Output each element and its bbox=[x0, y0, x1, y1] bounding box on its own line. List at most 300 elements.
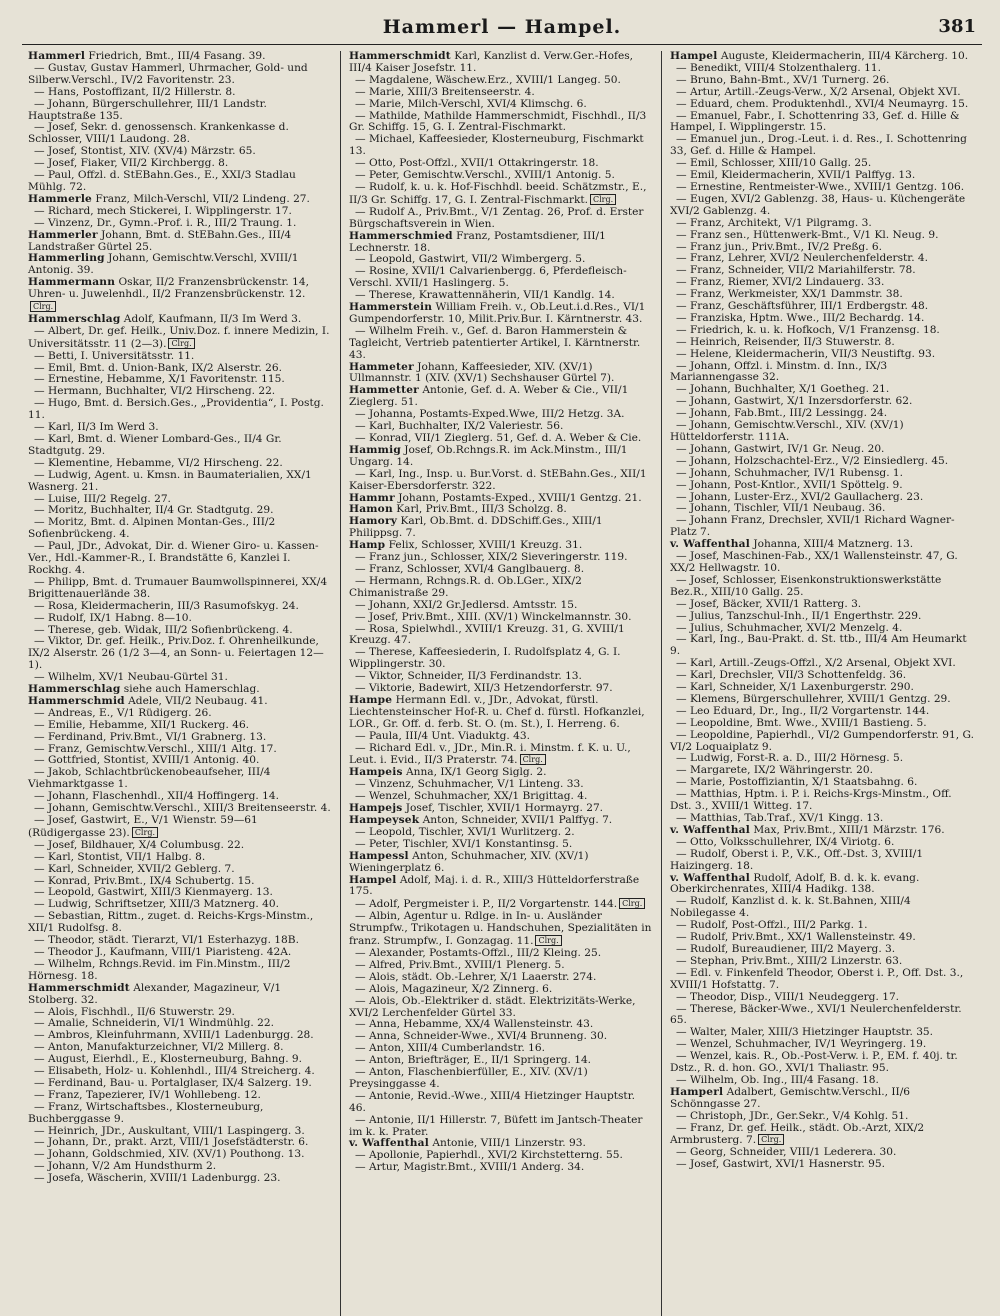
directory-entry bbox=[670, 75, 974, 87]
entry-text: — Josef, Bildhauer, X/4 Columbusg. 22. bbox=[34, 838, 245, 851]
entry-text: Josef, Ob.Rchngs.R. im Ack.Minstm., III/1 Ungarg. 14. bbox=[349, 443, 628, 468]
entry-text: — Viktorie, Badewirt, XII/3 Hetzendorferstr. 97. bbox=[355, 682, 613, 695]
entry-text: — Magdalene, Wäschew.Erz., XVIII/1 Langeg. 50. bbox=[355, 73, 621, 86]
entry-text: — Therese, Bäcker-Wwe., XVI/1 Neulerchenfelderstr. 65. bbox=[670, 1002, 962, 1027]
directory-entry bbox=[670, 1087, 974, 1111]
directory-entry bbox=[670, 1051, 974, 1075]
directory-entry bbox=[349, 51, 653, 75]
entry-text: — Hugo, Bmt. d. Bersich.Ges., „Providentia“, I. Postg. 11. bbox=[28, 397, 324, 422]
directory-entry bbox=[349, 99, 653, 111]
clearing-badge: Clrg. bbox=[758, 1134, 784, 1145]
surname-heading: v. Waffenthal bbox=[670, 823, 750, 836]
entry-text: — Johann, Holzschachtel-Erz., V/2 Einsiedlerg. 45. bbox=[676, 454, 949, 467]
entry-text: — Johann, Fab.Bmt., III/2 Lessingg. 24. bbox=[676, 407, 888, 420]
entry-text: — Marie, XIII/3 Breitenseerstr. 4. bbox=[355, 85, 535, 98]
directory-entry bbox=[349, 445, 653, 469]
entry-text: — Franz sen., Hüttenwerk-Bmt., V/1 Kl. Neug. 9. bbox=[676, 228, 939, 241]
directory-entry bbox=[670, 849, 974, 873]
surname-heading: v. Waffenthal bbox=[670, 871, 750, 884]
directory-entry bbox=[349, 875, 653, 899]
entry-text: — Josef, Sekr. d. genossensch. Krankenkasse d. Schlosser, VIII/1 Laudong. 28. bbox=[28, 121, 289, 146]
page-number: 381 bbox=[938, 16, 976, 37]
directory-entry bbox=[349, 207, 653, 231]
entry-text: — Mathilde, Mathilde Hammerschmidt, Fischhdl., II/3 Gr. Schiffg. 15, G. I. Zentral-Fischmarkt. bbox=[349, 109, 647, 134]
entry-text: Karl, Priv.Bmt., III/3 Scholzg. 8. bbox=[392, 503, 567, 516]
entry-text: — Therese, Krawattennäherin, VII/1 Kandlg. 14. bbox=[355, 289, 615, 302]
entry-text: — Otto, Volksschullehrer, IX/4 Viriotg. 6. bbox=[676, 835, 895, 848]
entry-text: — Gottfried, Stontist, XVIII/1 Antonig. 40. bbox=[34, 754, 260, 767]
directory-entry bbox=[670, 230, 974, 242]
entry-text: — Therese, Kaffeesiederin, I. Rudolfsplatz 4, G. I. Wipplingerstr. 30. bbox=[349, 646, 621, 671]
entry-text: — Edl. v. Finkenfeld Theodor, Oberst i. P., Off. Dst. 3., XVIII/1 Hofstattg. 7. bbox=[670, 966, 964, 991]
directory-entry bbox=[670, 1159, 974, 1171]
directory-entry bbox=[28, 170, 332, 194]
entry-text: — Josef, Priv.Bmt., XIII. (XV/1) Winckelmannstr. 30. bbox=[355, 610, 632, 623]
entry-text: Johann, Kaffeesieder, XIV. (XV/1) Ullmannstr. 1 (XIV. (XV/1) Sechshauser Gürtel 7). bbox=[349, 360, 615, 385]
entry-text: — Karl, Stontist, VII/1 Halbg. 8. bbox=[34, 850, 206, 863]
entry-text: Adolf, Kaufmann, II/3 Im Werd 3. bbox=[120, 312, 302, 325]
entry-text: — Leopold, Gastwirt, VII/2 Wimbergerg. 5. bbox=[355, 253, 586, 266]
entry-text: — Emanuel jun., Drog.-Leut. i. d. Res., I. Schottenring 33, Gef. d. Hille & Hampel. bbox=[670, 133, 967, 158]
entry-text: — Paula, III/4 Unt. Viaduktg. 43. bbox=[355, 729, 530, 742]
entry-text: — Ernestine, Rentmeister-Wwe., XVIII/1 Gentzg. 106. bbox=[676, 180, 965, 193]
surname-heading: Hammerschmidt bbox=[349, 51, 451, 62]
entry-text: — Josef, Stontist, XIV. (XV/4) Märzstr. 65. bbox=[34, 145, 256, 158]
directory-entry bbox=[28, 720, 332, 732]
entry-text: Johann, Gemischtw.Verschl, XVIII/1 Antonig. 39. bbox=[28, 252, 299, 277]
entry-text: siehe auch Hamerschlag. bbox=[120, 683, 260, 696]
directory-entry bbox=[349, 385, 653, 409]
clearing-badge: Clrg. bbox=[590, 194, 616, 205]
entry-text: William Freih. v., Ob.Leut.i.d.Res., VI/1 Gumpendorferstr. 10, Milit.Priv.Bur. I. Kärntnerstr. 43. bbox=[349, 301, 646, 325]
directory-entry bbox=[670, 896, 974, 920]
entry-text: — Konrad, Priv.Bmt., IX/4 Schubertg. 15. bbox=[34, 874, 255, 887]
entry-text: — Wenzel, Schuhmacher, IV/1 Weyringerg. 19. bbox=[676, 1038, 927, 1051]
entry-text: — Albin, Agentur u. Rdlge. in In- u. Ausländer Strumpfw., Trikotagen u. Handschuhen, Spezialitäten in franz. Strumpfw., I. Gonzagag. 11. bbox=[349, 910, 652, 948]
entry-text: — Heinrich, Reisender, II/3 Stuwerstr. 8. bbox=[676, 335, 895, 348]
entry-text: — Theodor, Disp., VIII/1 Neudeggerg. 17. bbox=[676, 990, 900, 1003]
clearing-badge: Clrg. bbox=[535, 935, 561, 946]
entry-text: — Alois, Ob.-Elektriker d. städt. Elektrizitäts-Werke, XVI/2 Lerchenfelder Gürtel 33. bbox=[349, 994, 636, 1019]
surname-heading: Hampe bbox=[349, 693, 393, 706]
entry-text: — Alois, städt. Ob.-Lehrer, X/1 Laaerstr. 274. bbox=[355, 970, 597, 983]
directory-entry bbox=[28, 815, 332, 840]
entry-text: — Ludwig, Schriftsetzer, XIII/3 Matznerg. 40. bbox=[34, 898, 279, 911]
directory-entry bbox=[349, 326, 653, 362]
directory-entry bbox=[28, 87, 332, 99]
entry-text: — Eduard, chem. Produktenhdl., XVI/4 Neumayrg. 15. bbox=[676, 97, 969, 110]
directory-entry bbox=[349, 111, 653, 135]
directory-entry bbox=[349, 972, 653, 984]
directory-entry bbox=[28, 767, 332, 791]
entry-text: Josef, Tischler, XVII/1 Hormayrg. 27. bbox=[402, 802, 604, 815]
surname-heading: Hammerschmid bbox=[28, 694, 125, 707]
surname-heading: Hampeysek bbox=[349, 814, 420, 826]
directory-entry bbox=[349, 1067, 653, 1091]
entry-text: — Wilhelm, Ob. Ing., III/4 Fasang. 18. bbox=[676, 1073, 879, 1086]
directory-entry bbox=[670, 956, 974, 968]
entry-text: Felix, Schlosser, XVIII/1 Kreuzg. 31. bbox=[385, 539, 583, 552]
columns bbox=[22, 51, 982, 1316]
entry-text: — Amalie, Schneiderin, VI/1 Windmühlg. 22. bbox=[34, 1017, 274, 1030]
entry-text: — Ferdinand, Priv.Bmt., VI/1 Grabnerg. 13. bbox=[34, 730, 267, 743]
entry-text: — Karl, Drechsler, VII/3 Schottenfeldg. 36. bbox=[676, 669, 907, 682]
surname-heading: Hammerler bbox=[28, 228, 98, 241]
entry-text: — Rudolf, Oberst i. P., V.K., Off.-Dst. 3, XVIII/1 Haizingerg. 18. bbox=[670, 847, 924, 872]
directory-entry bbox=[670, 1111, 974, 1123]
surname-heading: Hammig bbox=[349, 443, 401, 456]
directory-entry bbox=[670, 468, 974, 480]
entry-text: — Sebastian, Rittm., zuget. d. Reichs-Krgs-Minstm., XII/1 Rudolfsg. 8. bbox=[28, 910, 314, 935]
entry-text: — Ludwig, Agent. u. Kmsn. in Baumaterialien, XX/1 Wasnerg. 21. bbox=[28, 468, 312, 493]
entry-text: — Albert, Dr. gef. Heilk., Univ.Doz. f. innere Medizin, I. Universitätsstr. 11 (2—3). bbox=[28, 324, 330, 350]
directory-entry bbox=[28, 911, 332, 935]
directory-entry bbox=[28, 326, 332, 351]
entry-text: — Apollonie, Papierhdl., XVI/2 Kirchstetterng. 55. bbox=[355, 1149, 623, 1162]
column-2 bbox=[343, 51, 659, 1316]
surname-heading: Hammerling bbox=[28, 252, 105, 265]
entry-text: Adalbert, Gemischtw.Verschl., II/6 Schönngasse 27. bbox=[670, 1085, 911, 1110]
entry-text: — Richard, mech Stickerei, I. Wipplingerstr. 17. bbox=[34, 204, 292, 217]
entry-text: — Johann, Dr., prakt. Arzt, VIII/1 Josefstädterstr. 6. bbox=[34, 1136, 309, 1149]
entry-text: — Moritz, Buchhalter, II/4 Gr. Stadtgutg. 29. bbox=[34, 504, 274, 517]
directory-entry bbox=[349, 266, 653, 290]
entry-text: — Heinrich, JDr., Auskultant, VIII/1 Laspingerg. 3. bbox=[34, 1124, 305, 1137]
entry-text: Anton, Schuhmacher, XIV. (XV/1) Wieningerplatz 6. bbox=[349, 849, 589, 874]
entry-text: — Konrad, VII/1 Zieglerg. 51, Gef. d. A. Weber & Cie. bbox=[355, 432, 642, 444]
directory-entry bbox=[670, 218, 974, 230]
directory-entry bbox=[670, 837, 974, 849]
entry-text: — Leopold, Gastwirt, XIII/3 Kienmayerg. 13. bbox=[34, 886, 273, 899]
entry-text: — Hermann, Buchhalter, VI/2 Hirscheng. 22. bbox=[34, 385, 276, 398]
entry-text: — Ambros, Kleinfuhrmann, XVIII/1 Ladenburgg. 28. bbox=[34, 1029, 314, 1042]
entry-text: — Bruno, Bahn-Bmt., XV/1 Turnerg. 26. bbox=[676, 73, 890, 86]
directory-entry bbox=[670, 99, 974, 111]
directory-entry bbox=[349, 1162, 653, 1174]
entry-text: — Alfred, Priv.Bmt., XVIII/1 Plenerg. 5. bbox=[355, 958, 565, 971]
directory-entry bbox=[670, 194, 974, 218]
directory-entry bbox=[670, 789, 974, 813]
entry-text: Oskar, II/2 Franzensbrückenstr. 14, Uhren- u. Juwelenhdl., II/2 Franzensbrückenstr. 12. bbox=[28, 276, 309, 301]
directory-entry bbox=[670, 1123, 974, 1148]
entry-text: — Johann, Offzl. i. Minstm. d. Inn., IX/3 Mariannengasse 32. bbox=[670, 359, 888, 384]
directory-entry bbox=[670, 134, 974, 158]
entry-text: — Rosine, XVII/1 Calvarienbergg. 6, Pferdefleisch-Verschl. XVII/1 Haslingerg. 5. bbox=[349, 265, 627, 290]
entry-text: — Antonie, Revid.-Wwe., XIII/4 Hietzinger Hauptstr. 46. bbox=[349, 1089, 635, 1114]
entry-text: — Wilhelm, Rchngs.Revid. im Fin.Minstm., III/2 Hörnesg. 18. bbox=[28, 957, 291, 982]
entry-text: — Otto, Post-Offzl., XVII/1 Ottakringerstr. 18. bbox=[355, 157, 599, 170]
entry-text: Friedrich, Bmt., III/4 Fasang. 39. bbox=[85, 51, 266, 62]
entry-text: — Julius, Schuhmacher, XVI/2 Menzelg. 4. bbox=[676, 621, 903, 634]
entry-text: Adolf, Maj. i. d. R., XIII/3 Hütteldorferstraße 175. bbox=[349, 873, 640, 898]
entry-text: — Alexander, Postamts-Offzl., III/2 Kleing. 25. bbox=[355, 946, 602, 959]
directory-entry bbox=[28, 194, 332, 206]
surname-heading: Hampel bbox=[349, 873, 397, 886]
entry-text: — Franz, Lehrer, XVI/2 Neulerchenfelderstr. 4. bbox=[676, 252, 929, 265]
entry-text: — Emil, Schlosser, XIII/10 Gallg. 25. bbox=[676, 157, 872, 170]
entry-text: — Hermann, Rchngs.R. d. Ob.LGer., XIX/2 Chimanistraße 29. bbox=[349, 574, 582, 599]
entry-text: — Rudolf, Bureaudiener, III/2 Mayerg. 3. bbox=[676, 942, 896, 955]
entry-text: — Franz, Riemer, XVI/2 Lindauerg. 33. bbox=[676, 276, 885, 289]
entry-text: Johanna, XIII/4 Matznerg. 13. bbox=[749, 538, 914, 551]
directory-entry bbox=[670, 634, 974, 658]
entry-text: — Karl, Bmt. d. Wiener Lombard-Ges., II/4 Gr. Stadtgutg. 29. bbox=[28, 433, 282, 457]
entry-text: — Anton, Briefträger, E., II/1 Springerg. 14. bbox=[355, 1054, 592, 1067]
directory-entry bbox=[28, 840, 332, 852]
entry-text: — Anna, Hebamme, XX/4 Wallensteinstr. 43. bbox=[355, 1018, 594, 1031]
directory-entry bbox=[670, 992, 974, 1004]
directory-entry bbox=[670, 87, 974, 99]
entry-text: — Johann, V/2 Am Hundsthurm 2. bbox=[34, 1160, 217, 1173]
entry-text: — Stephan, Priv.Bmt., XIII/2 Linzerstr. 63. bbox=[676, 954, 903, 967]
entry-text: — Georg, Schneider, VIII/1 Lederera. 30. bbox=[676, 1146, 897, 1159]
entry-text: — Karl, Artill.-Zeugs-Offzl., X/2 Arsenal, Objekt XVI. bbox=[676, 657, 956, 670]
directory-entry bbox=[28, 708, 332, 720]
entry-text: — Franziska, Hptm. Wwe., III/2 Bechardg. 14. bbox=[676, 311, 925, 324]
directory-entry bbox=[349, 600, 653, 612]
entry-text: — Rosa, Spielwhdl., XVIII/1 Kreuzg. 31, G. XVIII/1 Kreuzg. 47. bbox=[349, 622, 625, 647]
entry-text: Rudolf, Adolf, B. d. k. k. evang. Oberkirchenrates, XIII/4 Hadikg. 138. bbox=[670, 871, 920, 896]
entry-text: — Johann, XXI/2 Gr.Jedlersd. Amtsstr. 15. bbox=[355, 598, 578, 611]
entry-text: — Wilhelm, XV/1 Neubau-Gürtel 31. bbox=[34, 671, 228, 684]
entry-text: — Franz, Schlosser, XVI/4 Ganglbauerg. 8. bbox=[355, 562, 585, 575]
directory-entry bbox=[349, 624, 653, 648]
entry-text: — Franz, Werkmeister, XX/1 Dammstr. 38. bbox=[676, 288, 903, 301]
entry-text: — Karl, Ing., Bau-Prakt. d. St. ttb., III/4 Am Heumarkt 9. bbox=[670, 633, 967, 658]
entry-text: — Hans, Postoffizant, II/2 Hillerstr. 8. bbox=[34, 85, 236, 98]
entry-text: Adele, VII/2 Neubaug. 41. bbox=[124, 694, 268, 707]
directory-entry bbox=[349, 231, 653, 255]
directory-entry bbox=[28, 277, 332, 314]
entry-text: — Josef, Bäcker, XVII/1 Ratterg. 3. bbox=[676, 597, 862, 610]
entry-text: — Johann, Bürgerschullehrer, III/1 Landstr. Hauptstraße 135. bbox=[28, 97, 267, 122]
entry-text: Karl, Kanzlist d. Verw.Ger.-Hofes, III/4 Kaiser Josefstr. 11. bbox=[349, 51, 634, 74]
directory-entry bbox=[349, 695, 653, 731]
directory-entry bbox=[670, 1004, 974, 1028]
entry-text: — Wilhelm Freih. v., Gef. d. Baron Hammerstein & Tagleicht, Vertrieb patentierter Artikel, I. Kärntnerstr. 43. bbox=[349, 324, 641, 361]
entry-text: — Josef, Maschinen-Fab., XX/1 Wallensteinstr. 47, G. XX/2 Hellwagstr. 10. bbox=[670, 550, 958, 574]
clearing-badge: Clrg. bbox=[132, 827, 158, 838]
entry-text: — Richard Edl. v., JDr., Min.R. i. Minstm. f. K. u. U., Leut. i. Evid., II/3 Praterstr. 74. bbox=[349, 741, 631, 767]
entry-text: — Johann, Post-Kntlor., XVII/1 Spöttelg. 9. bbox=[676, 478, 903, 491]
directory-entry bbox=[28, 577, 332, 601]
entry-text: — Gustav, Gustav Hammerl, Uhrmacher, Gold- und Silberw.Verschl., IV/2 Favoritenstr. 23. bbox=[28, 61, 308, 86]
directory-entry bbox=[28, 230, 332, 254]
surname-heading: Hampel bbox=[670, 51, 718, 62]
entry-text: — Ernestine, Hebamme, X/1 Favoritenstr. 115. bbox=[34, 373, 285, 386]
entry-text: — Adolf, Pergmeister i. P., II/2 Vorgartenstr. 144. bbox=[355, 898, 618, 911]
directory-entry bbox=[349, 612, 653, 624]
surname-heading: v. Waffenthal bbox=[670, 538, 750, 551]
entry-text: — Leopold, Tischler, XVI/1 Wurlitzerg. 2. bbox=[355, 825, 575, 838]
page-header bbox=[22, 14, 982, 45]
entry-text: — Johann Franz, Drechsler, XVII/1 Richard Wagner-Platz 7. bbox=[670, 514, 955, 539]
entry-text: Anton, Schneider, XVII/1 Palffyg. 7. bbox=[419, 814, 613, 826]
entry-text: — Rosa, Kleidermacherin, III/3 Rasumofskyg. 24. bbox=[34, 599, 299, 612]
entry-text: Johann, Bmt. d. StEBahn.Ges., III/4 Landstraßer Gürtel 25. bbox=[28, 228, 292, 253]
directory-entry bbox=[349, 469, 653, 493]
entry-text: — Moritz, Bmt. d. Alpinen Montan-Ges., III/2 Sofienbrückeng. 4. bbox=[28, 516, 276, 541]
entry-text: — Julius, Tanzschul-Inh., II/1 Engerthstr. 229. bbox=[676, 609, 922, 622]
surname-heading: Hammerle bbox=[28, 192, 92, 205]
entry-text: Auguste, Kleidermacherin, III/4 Kärcherg. 10. bbox=[717, 51, 969, 62]
entry-text: — Artur, Artill.-Zeugs-Verw., X/2 Arsenal, Objekt XVI. bbox=[676, 85, 961, 98]
entry-text: — Theodor J., Kaufmann, VIII/1 Piaristeng. 42A. bbox=[34, 945, 292, 958]
entry-text: — Anton, XIII/4 Cumberlandstr. 16. bbox=[355, 1042, 545, 1055]
entry-text: — Klemens, Bürgerschullehrer, XVIII/1 Gentzg. 29. bbox=[676, 692, 951, 705]
entry-text: — Josefa, Wäscherin, XVIII/1 Ladenburgg. 23. bbox=[34, 1172, 281, 1185]
directory-entry bbox=[670, 349, 974, 361]
entry-text: — Walter, Maler, XIII/3 Hietzinger Hauptstr. 35. bbox=[676, 1026, 934, 1039]
clearing-badge: Clrg. bbox=[520, 754, 546, 765]
entry-text: — Antonie, II/1 Hillerstr. 7, Büfett im Jantsch-Theater im k. k. Prater. bbox=[349, 1113, 643, 1138]
entry-text: — Peter, Gemischtw.Verschl., XVIII/1 Antonig. 5. bbox=[355, 169, 615, 182]
directory-entry bbox=[28, 351, 332, 363]
entry-text: — Jakob, Schlachtbrückenobeaufseher, III/4 Viehmarktgasse 1. bbox=[28, 766, 271, 791]
entry-text: — Johann, Flaschenhdl., XII/4 Hoffingerg. 14. bbox=[34, 790, 279, 803]
clearing-badge: Clrg. bbox=[30, 301, 56, 312]
surname-heading: Hampejs bbox=[349, 802, 403, 815]
directory-entry bbox=[670, 337, 974, 349]
directory-entry bbox=[28, 1173, 332, 1185]
directory-entry bbox=[28, 959, 332, 983]
entry-text: — Johann, Tischler, VII/1 Neubaug. 36. bbox=[676, 502, 886, 515]
directory-entry bbox=[28, 253, 332, 277]
directory-entry bbox=[28, 517, 332, 541]
directory-entry bbox=[349, 731, 653, 743]
entry-text: Hermann Edl. v., JDr., Advokat, fürstl. Liechtensteinscher Hof-R. u. Chef d. fürstl. Hofkanzlei, LOR., Gr. Off. d. ferb. St. O. (m. St.), I. Herreng. 6. bbox=[349, 693, 645, 730]
surname-heading: Hammr bbox=[349, 491, 395, 504]
entry-text: — Karl, Ing., Insp. u. Bur.Vorst. d. StEBahn.Ges., XII/1 Kaiser-Ebersdorferstr. 322. bbox=[349, 467, 647, 492]
surname-heading: Hamperl bbox=[670, 1085, 724, 1098]
directory-entry bbox=[349, 996, 653, 1020]
directory-entry bbox=[349, 362, 653, 386]
surname-heading: Hammerschlag bbox=[28, 683, 121, 696]
directory-entry bbox=[670, 611, 974, 623]
entry-text: — Alois, Fischhdl., II/6 Stuwerstr. 29. bbox=[34, 1005, 235, 1018]
entry-text: — Anna, Schneider-Wwe., XVI/4 Brunneng. 30. bbox=[355, 1030, 608, 1043]
entry-text: — Emil, Kleidermacherin, XVII/1 Palffyg. 13. bbox=[676, 169, 916, 182]
entry-text: Max, Priv.Bmt., XIII/1 Märzstr. 176. bbox=[749, 823, 945, 836]
entry-text: — Betti, I. Universitätsstr. 11. bbox=[34, 349, 195, 362]
entry-text: — Johann, Gemischtw.Verschl., XIII/3 Breitenseerstr. 4. bbox=[34, 802, 331, 815]
entry-text: — Rudolf, k. u. k. Hof-Fischhdl. beeid. Schätzmstr., E., II/3 Gr. Schiffg. 17, G. I. Zentral-Fischmarkt. bbox=[349, 180, 647, 206]
directory-entry bbox=[28, 1090, 332, 1102]
entry-text: — Helene, Kleidermacherin, VII/3 Neustiftg. 93. bbox=[676, 347, 936, 360]
directory-entry bbox=[670, 706, 974, 718]
entry-text: — Franz, Gemischtw.Verschl., XIII/1 Altg. 17. bbox=[34, 742, 277, 755]
entry-text: — Franz, Geschäftsführer, III/1 Erdbergstr. 48. bbox=[676, 300, 929, 313]
directory-entry bbox=[28, 470, 332, 494]
column-divider bbox=[661, 51, 662, 1316]
entry-text: — Margarete, IX/2 Währingerstr. 20. bbox=[676, 764, 873, 777]
entry-text: Antonie, Gef. d. A. Weber & Cie., VII/1 Zieglerg. 51. bbox=[349, 384, 629, 409]
entry-text: Antonie, VIII/1 Linzerstr. 93. bbox=[428, 1137, 586, 1150]
entry-text: — Josef, Gastwirt, E., V/1 Wienstr. 59—61 (Rüdigergasse 23). bbox=[28, 814, 258, 839]
directory-entry bbox=[349, 851, 653, 875]
entry-text: — Therese, geb. Widak, III/2 Sofienbrückeng. 4. bbox=[34, 623, 293, 636]
clearing-badge: Clrg. bbox=[619, 898, 645, 909]
directory-entry bbox=[349, 960, 653, 972]
entry-text: — Rudolf A., Priv.Bmt., V/1 Zentag. 26, Prof. d. Erster Bürgschaftsverein in Wien. bbox=[349, 205, 644, 230]
directory-entry bbox=[28, 613, 332, 625]
entry-text: — Paul, Offzl. d. StEBahn.Ges., E., XXI/3 Stadlau Mühlg. 72. bbox=[28, 169, 296, 193]
directory-entry bbox=[349, 984, 653, 996]
directory-entry bbox=[28, 99, 332, 123]
entry-text: — Franz, Tapezierer, IV/1 Wohllebeng. 12. bbox=[34, 1088, 261, 1101]
directory-entry bbox=[670, 873, 974, 897]
entry-text: — Franz, Schneider, VII/2 Mariahilferstr. 78. bbox=[676, 264, 916, 277]
directory-entry bbox=[349, 647, 653, 671]
column-3 bbox=[664, 51, 980, 1316]
entry-text: — Leo Eduard, Dr., Ing., II/2 Vorgartenstr. 144. bbox=[676, 704, 930, 717]
directory-entry bbox=[349, 302, 653, 326]
entry-text: Alexander, Magazineur, V/1 Stolberg. 32. bbox=[28, 981, 282, 1006]
entry-text: — Paul, JDr., Advokat, Dir. d. Wiener Giro- u. Kassen-Ver., Hdl.-Kammer-R., I. Brandstätte 6, Kanzlei I. Rockhg. 4. bbox=[28, 540, 319, 576]
entry-text: — Johann, Gastwirt, IV/1 Gr. Neug. 20. bbox=[676, 442, 885, 455]
directory-entry bbox=[670, 111, 974, 135]
entry-text: — Rudolf, Post-Offzl., III/2 Parkg. 1. bbox=[676, 919, 868, 932]
entry-text: — Johann, Goldschmied, XIV. (XV/1) Pouthong. 13. bbox=[34, 1148, 305, 1161]
entry-text: Johann, Postamts-Exped., XVIII/1 Gentzg. 21. bbox=[394, 491, 642, 504]
entry-text: — Emilie, Hebamme, XII/1 Ruckerg. 46. bbox=[34, 718, 250, 731]
entry-text: Franz, Milch-Verschl, VII/2 Lindeng. 27. bbox=[91, 192, 310, 205]
entry-text: — Michael, Kaffeesieder, Klosterneuburg, Fischmarkt 13. bbox=[349, 133, 644, 158]
directory-entry bbox=[349, 576, 653, 600]
entry-text: — Josef, Schlosser, Eisenkonstruktionswerkstätte Bez.R., XIII/10 Gallg. 25. bbox=[670, 573, 942, 598]
directory-entry bbox=[349, 1091, 653, 1115]
entry-text: — Klementine, Hebamme, VI/2 Hirscheng. 22. bbox=[34, 456, 283, 469]
directory-entry bbox=[670, 420, 974, 444]
surname-heading: Hamory bbox=[349, 515, 398, 528]
entry-text: — Matthias, Tab.Traf., XV/1 Kingg. 13. bbox=[676, 812, 884, 824]
directory-entry bbox=[349, 75, 653, 87]
entry-text: Karl, Ob.Bmt. d. DDSchiff.Ges., XIII/1 Philippsg. 7. bbox=[349, 515, 603, 540]
directory-entry bbox=[349, 911, 653, 948]
directory-entry bbox=[28, 458, 332, 470]
surname-heading: Hammerschlag bbox=[28, 312, 121, 325]
directory-entry bbox=[28, 63, 332, 87]
directory-entry bbox=[670, 968, 974, 992]
directory-entry bbox=[670, 480, 974, 492]
entry-text: — Franz jun., Priv.Bmt., IV/2 Preßg. 6. bbox=[676, 240, 883, 253]
entry-text: — Josef, Fiaker, VII/2 Kirchbergg. 8. bbox=[34, 157, 229, 170]
entry-text: — Ludwig, Forst-R. a. D., III/2 Hörnesg. 5. bbox=[676, 752, 904, 765]
directory-entry bbox=[670, 361, 974, 385]
directory-entry bbox=[28, 983, 332, 1007]
column-1 bbox=[22, 51, 338, 1316]
directory-entry bbox=[349, 516, 653, 540]
directory-entry bbox=[670, 730, 974, 754]
directory-entry bbox=[28, 541, 332, 577]
entry-text: — Matthias, Hptm. i. P. i. Reichs-Krgs-Minstm., Off. Dst. 3., XVIII/1 Witteg. 17. bbox=[670, 788, 952, 813]
entry-text: — Benedikt, VIII/4 Stolzenthalerg. 11. bbox=[676, 61, 882, 74]
entry-text: — Franz, Wirtschaftsbes., Klosterneuburg, Buchberggasse 9. bbox=[28, 1100, 264, 1125]
directory-entry bbox=[349, 134, 653, 158]
entry-text: — Johanna, Postamts-Exped.Wwe, III/2 Hetzg. 3A. bbox=[355, 408, 625, 421]
entry-text: — Rudolf, Kanzlist d. k. k. St.Bahnen, XIII/4 Nobilegasse 4. bbox=[670, 895, 911, 920]
entry-text: — Johann, Schuhmacher, IV/1 Rubensg. 1. bbox=[676, 466, 904, 479]
directory-entry bbox=[349, 87, 653, 99]
directory-entry bbox=[670, 599, 974, 611]
entry-text: — Luise, III/2 Regelg. 27. bbox=[34, 492, 171, 505]
directory-entry bbox=[28, 864, 332, 876]
entry-text: — Friedrich, k. u. k. Hofkoch, V/1 Franzensg. 18. bbox=[676, 323, 940, 336]
directory-entry bbox=[670, 515, 974, 539]
entry-text: — Johann, Gemischtw.Verschl., XIV. (XV/1) Hütteldorferstr. 111A. bbox=[670, 419, 904, 443]
entry-text: — Elisabeth, Holz- u. Kohlenhdl., III/4 Streicherg. 4. bbox=[34, 1065, 315, 1078]
directory-entry bbox=[670, 551, 974, 575]
